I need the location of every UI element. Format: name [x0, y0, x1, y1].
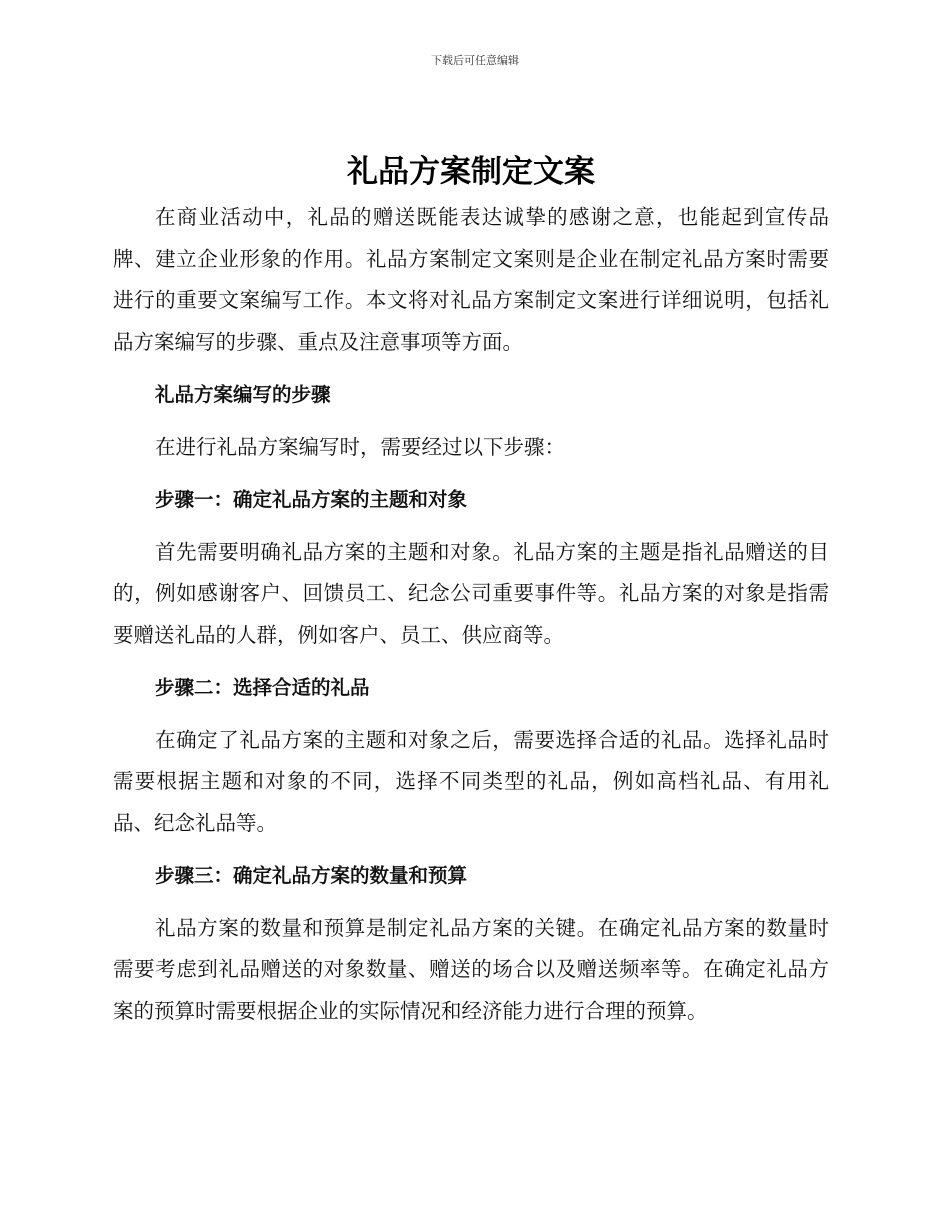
step-3-heading: 步骤三：确定礼品方案的数量和预算 [155, 864, 468, 887]
section-heading: 礼品方案编写的步骤 [155, 383, 331, 406]
document-title: 礼品方案制定文案 [347, 154, 595, 190]
intro-paragraph: 在商业活动中，礼品的赠送既能表达诚挚的感谢之意，也能起到宣传品牌、建立企业形象的作用。礼品方案制定文案则是企业在制定礼品方案时需要进行的重要文案编写工作。本文将对礼品方案制定文案进行详细说明，包括礼品方案编写的步骤、重点及注意事项等方面。 [113, 205, 829, 354]
document-content [113, 150, 829, 1032]
step-3-paragraph: 礼品方案的数量和预算是制定礼品方案的关键。在确定礼品方案的数量时需要考虑到礼品赠送的对象数量、赠送的场合以及赠送频率等。在确定礼品方案的预算时需要根据企业的实际情况和经济能力进行合理的预算。 [113, 915, 829, 1023]
step-1-paragraph: 首先需要明确礼品方案的主题和对象。礼品方案的主题是指礼品赠送的目的，例如感谢客户、回馈员工、纪念公司重要事件等。礼品方案的对象是指需要赠送礼品的人群，例如客户、员工、供应商等。 [113, 539, 829, 647]
section-intro-paragraph: 在进行礼品方案编写时，需要经过以下步骤： [155, 434, 565, 459]
step-1-heading: 步骤一：确定礼品方案的主题和对象 [155, 488, 468, 511]
step-2-paragraph: 在确定了礼品方案的主题和对象之后，需要选择合适的礼品。选择礼品时需要根据主题和对象的不同，选择不同类型的礼品，例如高档礼品、有用礼品、纪念礼品等。 [113, 727, 829, 835]
page-header-note: 下载后可任意编辑 [431, 54, 519, 67]
step-2-heading: 步骤二：选择合适的礼品 [155, 676, 370, 699]
